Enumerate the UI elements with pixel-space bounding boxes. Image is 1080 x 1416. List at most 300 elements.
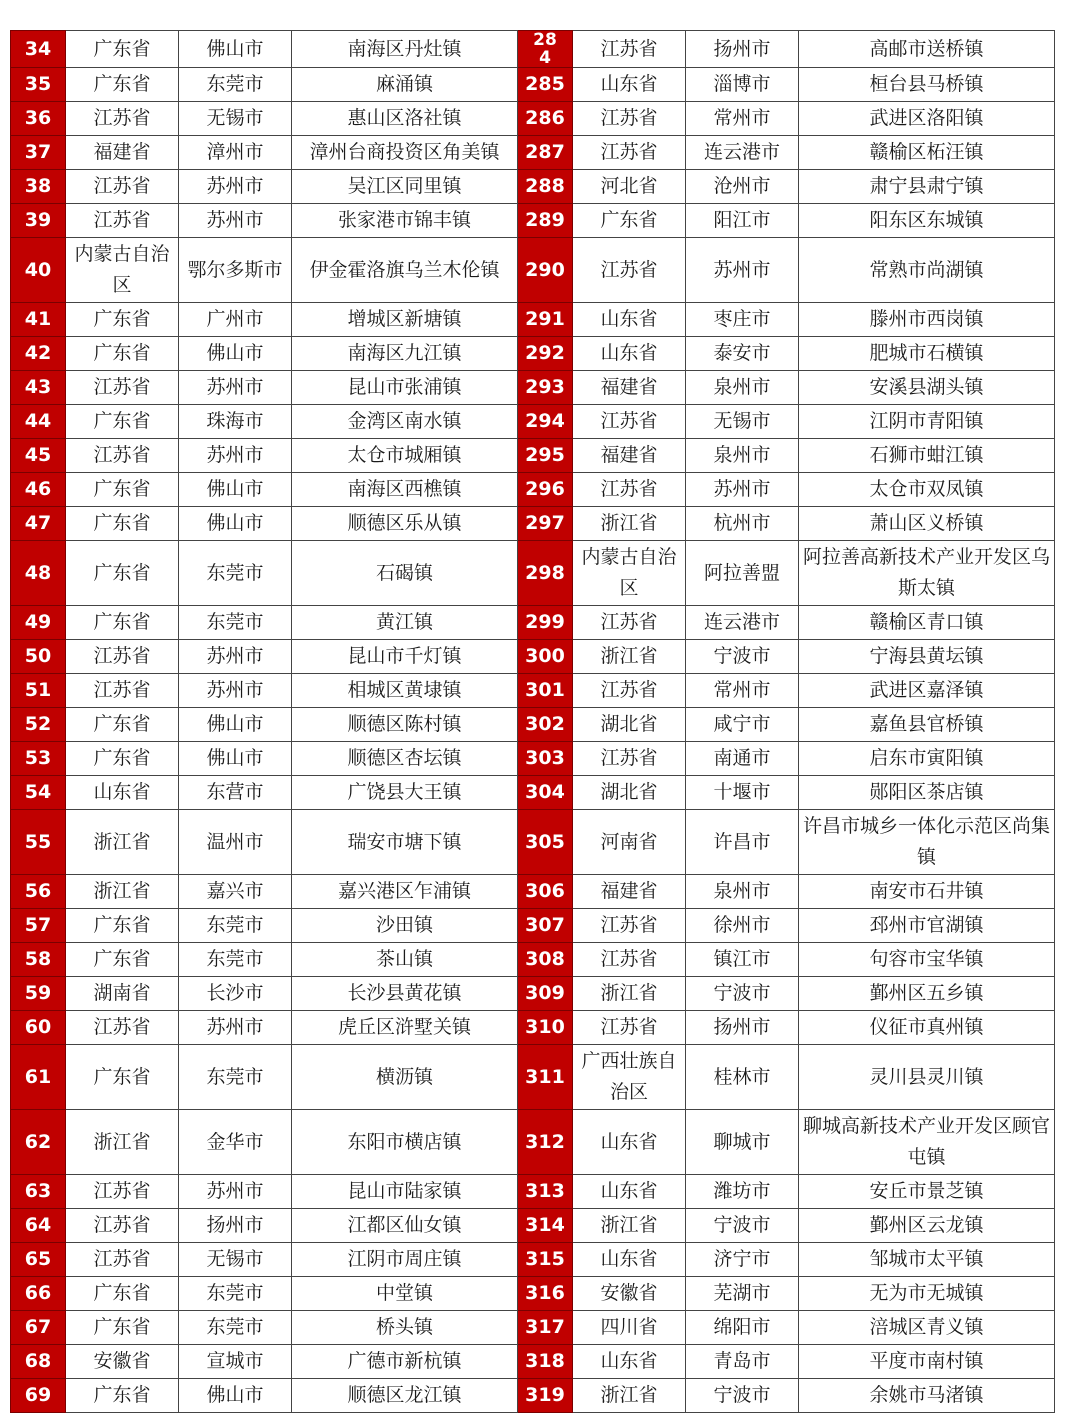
province-cell: 浙江省 (66, 1110, 179, 1175)
town-cell: 黄江镇 (292, 606, 518, 640)
city-cell: 嘉兴市 (179, 875, 292, 909)
city-cell: 苏州市 (179, 1011, 292, 1045)
city-cell: 佛山市 (179, 708, 292, 742)
city-cell: 宁波市 (686, 640, 799, 674)
town-cell: 顺德区龙江镇 (292, 1379, 518, 1413)
province-cell: 福建省 (66, 136, 179, 170)
rank-number: 55 (11, 810, 66, 875)
table-row (11, 439, 1055, 473)
rank-number: 38 (11, 170, 66, 204)
table-row (11, 1311, 1055, 1345)
town-cell: 萧山区义桥镇 (799, 507, 1055, 541)
rank-number: 294 (518, 405, 573, 439)
province-cell: 江苏省 (573, 1011, 686, 1045)
town-cell: 昆山市陆家镇 (292, 1175, 518, 1209)
town-cell: 仪征市真州镇 (799, 1011, 1055, 1045)
rank-number: 298 (518, 541, 573, 606)
table-row (11, 606, 1055, 640)
province-cell: 浙江省 (573, 1209, 686, 1243)
province-cell: 江苏省 (573, 238, 686, 303)
town-cell: 肃宁县肃宁镇 (799, 170, 1055, 204)
city-cell: 东营市 (179, 776, 292, 810)
province-cell: 浙江省 (573, 1379, 686, 1413)
town-cell: 安丘市景芝镇 (799, 1175, 1055, 1209)
province-cell: 江苏省 (573, 31, 686, 68)
table-row (11, 909, 1055, 943)
rank-number: 295 (518, 439, 573, 473)
rank-number: 43 (11, 371, 66, 405)
city-cell: 东莞市 (179, 68, 292, 102)
city-cell: 淄博市 (686, 68, 799, 102)
town-cell: 许昌市城乡一体化示范区尚集镇 (799, 810, 1055, 875)
province-cell: 浙江省 (573, 640, 686, 674)
city-cell: 东莞市 (179, 1045, 292, 1110)
province-cell: 广东省 (66, 303, 179, 337)
city-cell: 桂林市 (686, 1045, 799, 1110)
table-row (11, 776, 1055, 810)
province-cell: 江苏省 (66, 1209, 179, 1243)
town-cell: 邳州市官湖镇 (799, 909, 1055, 943)
city-cell: 绵阳市 (686, 1311, 799, 1345)
city-cell: 潍坊市 (686, 1175, 799, 1209)
province-cell: 河南省 (573, 810, 686, 875)
rank-number: 60 (11, 1011, 66, 1045)
province-cell: 福建省 (573, 371, 686, 405)
rank-number: 288 (518, 170, 573, 204)
province-cell: 广东省 (66, 405, 179, 439)
town-cell: 聊城高新技术产业开发区顾官屯镇 (799, 1110, 1055, 1175)
town-cell: 嘉兴港区乍浦镇 (292, 875, 518, 909)
province-cell: 广东省 (66, 541, 179, 606)
table-row (11, 303, 1055, 337)
town-cell: 张家港市锦丰镇 (292, 204, 518, 238)
rank-number: 58 (11, 943, 66, 977)
town-cell: 吴江区同里镇 (292, 170, 518, 204)
province-cell: 江苏省 (573, 742, 686, 776)
rank-number: 44 (11, 405, 66, 439)
rank-number: 285 (518, 68, 573, 102)
province-cell: 江苏省 (66, 204, 179, 238)
rank-number: 47 (11, 507, 66, 541)
rank-number: 297 (518, 507, 573, 541)
city-cell: 东莞市 (179, 909, 292, 943)
town-cell: 茶山镇 (292, 943, 518, 977)
rank-number: 53 (11, 742, 66, 776)
province-cell: 广东省 (66, 909, 179, 943)
rank-number: 316 (518, 1277, 573, 1311)
province-cell: 广东省 (66, 943, 179, 977)
province-cell: 江苏省 (573, 909, 686, 943)
province-cell: 江苏省 (66, 170, 179, 204)
rank-number: 313 (518, 1175, 573, 1209)
province-cell: 福建省 (573, 439, 686, 473)
province-cell: 广东省 (66, 708, 179, 742)
province-cell: 江苏省 (66, 1011, 179, 1045)
province-cell: 江苏省 (66, 1175, 179, 1209)
province-cell: 江苏省 (66, 371, 179, 405)
town-cell: 中堂镇 (292, 1277, 518, 1311)
city-cell: 长沙市 (179, 977, 292, 1011)
table-row (11, 943, 1055, 977)
rank-number: 50 (11, 640, 66, 674)
city-cell: 咸宁市 (686, 708, 799, 742)
table-row (11, 102, 1055, 136)
table-row (11, 708, 1055, 742)
city-cell: 苏州市 (179, 640, 292, 674)
table-row (11, 1110, 1055, 1175)
province-cell: 广东省 (66, 31, 179, 68)
town-cell: 东阳市横店镇 (292, 1110, 518, 1175)
province-cell: 安徽省 (66, 1345, 179, 1379)
table-row (11, 31, 1055, 68)
rank-number: 54 (11, 776, 66, 810)
town-cell: 顺德区陈村镇 (292, 708, 518, 742)
rank-number: 299 (518, 606, 573, 640)
rank-number: 312 (518, 1110, 573, 1175)
town-cell: 石碣镇 (292, 541, 518, 606)
town-cell: 无为市无城镇 (799, 1277, 1055, 1311)
rank-number: 308 (518, 943, 573, 977)
town-cell: 石狮市蚶江镇 (799, 439, 1055, 473)
city-cell: 苏州市 (179, 371, 292, 405)
city-cell: 珠海市 (179, 405, 292, 439)
province-cell: 江苏省 (66, 102, 179, 136)
town-cell: 惠山区洛社镇 (292, 102, 518, 136)
rank-number: 303 (518, 742, 573, 776)
city-cell: 泉州市 (686, 371, 799, 405)
city-cell: 宁波市 (686, 977, 799, 1011)
rank-number: 46 (11, 473, 66, 507)
city-cell: 泰安市 (686, 337, 799, 371)
rank-number: 290 (518, 238, 573, 303)
rank-number: 28 4 (518, 31, 573, 68)
province-cell: 广东省 (573, 204, 686, 238)
town-cell: 滕州市西岗镇 (799, 303, 1055, 337)
province-cell: 广东省 (66, 742, 179, 776)
town-cell: 太仓市双凤镇 (799, 473, 1055, 507)
rank-number: 293 (518, 371, 573, 405)
town-ranking-table (10, 30, 1055, 1413)
rank-number: 40 (11, 238, 66, 303)
province-cell: 湖南省 (66, 977, 179, 1011)
rank-number: 317 (518, 1311, 573, 1345)
rank-number: 301 (518, 674, 573, 708)
city-cell: 沧州市 (686, 170, 799, 204)
rank-number: 305 (518, 810, 573, 875)
town-cell: 肥城市石横镇 (799, 337, 1055, 371)
town-cell: 桓台县马桥镇 (799, 68, 1055, 102)
province-cell: 山东省 (573, 303, 686, 337)
table-row (11, 204, 1055, 238)
rank-number: 37 (11, 136, 66, 170)
province-cell: 广东省 (66, 1379, 179, 1413)
city-cell: 东莞市 (179, 1311, 292, 1345)
province-cell: 山东省 (573, 337, 686, 371)
table-row (11, 1379, 1055, 1413)
province-cell: 河北省 (573, 170, 686, 204)
rank-number: 52 (11, 708, 66, 742)
city-cell: 泉州市 (686, 439, 799, 473)
city-cell: 杭州市 (686, 507, 799, 541)
province-cell: 内蒙古自治区 (573, 541, 686, 606)
rank-number: 35 (11, 68, 66, 102)
city-cell: 十堰市 (686, 776, 799, 810)
town-cell: 南海区西樵镇 (292, 473, 518, 507)
rank-number: 315 (518, 1243, 573, 1277)
town-cell: 江阴市周庄镇 (292, 1243, 518, 1277)
table-row (11, 473, 1055, 507)
province-cell: 湖北省 (573, 776, 686, 810)
rank-number: 309 (518, 977, 573, 1011)
city-cell: 常州市 (686, 102, 799, 136)
town-cell: 长沙县黄花镇 (292, 977, 518, 1011)
province-cell: 广东省 (66, 507, 179, 541)
town-cell: 金湾区南水镇 (292, 405, 518, 439)
province-cell: 广东省 (66, 1311, 179, 1345)
table-row (11, 1209, 1055, 1243)
rank-number: 61 (11, 1045, 66, 1110)
town-cell: 桥头镇 (292, 1311, 518, 1345)
town-cell: 武进区嘉泽镇 (799, 674, 1055, 708)
rank-number: 68 (11, 1345, 66, 1379)
rank-number: 300 (518, 640, 573, 674)
province-cell: 内蒙古自治区 (66, 238, 179, 303)
town-cell: 阳东区东城镇 (799, 204, 1055, 238)
city-cell: 济宁市 (686, 1243, 799, 1277)
city-cell: 阿拉善盟 (686, 541, 799, 606)
city-cell: 东莞市 (179, 943, 292, 977)
town-cell: 太仓市城厢镇 (292, 439, 518, 473)
town-cell: 瑞安市塘下镇 (292, 810, 518, 875)
rank-number: 41 (11, 303, 66, 337)
province-cell: 山东省 (573, 1345, 686, 1379)
rank-number: 62 (11, 1110, 66, 1175)
town-cell: 鄞州区云龙镇 (799, 1209, 1055, 1243)
rank-number: 310 (518, 1011, 573, 1045)
city-cell: 镇江市 (686, 943, 799, 977)
table-row (11, 170, 1055, 204)
city-cell: 徐州市 (686, 909, 799, 943)
rank-number: 39 (11, 204, 66, 238)
town-cell: 句容市宝华镇 (799, 943, 1055, 977)
town-cell: 邹城市太平镇 (799, 1243, 1055, 1277)
province-cell: 浙江省 (573, 507, 686, 541)
province-cell: 广东省 (66, 473, 179, 507)
city-cell: 无锡市 (179, 1243, 292, 1277)
town-cell: 高邮市送桥镇 (799, 31, 1055, 68)
town-cell: 赣榆区青口镇 (799, 606, 1055, 640)
town-cell: 武进区洛阳镇 (799, 102, 1055, 136)
town-cell: 麻涌镇 (292, 68, 518, 102)
town-cell: 平度市南村镇 (799, 1345, 1055, 1379)
town-cell: 宁海县黄坛镇 (799, 640, 1055, 674)
city-cell: 宁波市 (686, 1379, 799, 1413)
rank-number: 42 (11, 337, 66, 371)
table-row (11, 238, 1055, 303)
province-cell: 江苏省 (66, 640, 179, 674)
city-cell: 东莞市 (179, 541, 292, 606)
province-cell: 江苏省 (573, 405, 686, 439)
table-row (11, 977, 1055, 1011)
table-row (11, 810, 1055, 875)
rank-number: 56 (11, 875, 66, 909)
rank-number: 69 (11, 1379, 66, 1413)
rank-number: 287 (518, 136, 573, 170)
rank-number: 319 (518, 1379, 573, 1413)
town-cell: 增城区新塘镇 (292, 303, 518, 337)
province-cell: 江苏省 (66, 1243, 179, 1277)
province-cell: 福建省 (573, 875, 686, 909)
table-row (11, 371, 1055, 405)
table-row (11, 507, 1055, 541)
city-cell: 阳江市 (686, 204, 799, 238)
city-cell: 漳州市 (179, 136, 292, 170)
rank-number: 64 (11, 1209, 66, 1243)
town-cell: 江阴市青阳镇 (799, 405, 1055, 439)
city-cell: 无锡市 (686, 405, 799, 439)
town-cell: 启东市寅阳镇 (799, 742, 1055, 776)
table-row (11, 1345, 1055, 1379)
town-cell: 南海区丹灶镇 (292, 31, 518, 68)
city-cell: 佛山市 (179, 337, 292, 371)
city-cell: 苏州市 (179, 674, 292, 708)
town-cell: 南海区九江镇 (292, 337, 518, 371)
town-cell: 赣榆区柘汪镇 (799, 136, 1055, 170)
table-row (11, 405, 1055, 439)
rank-number: 57 (11, 909, 66, 943)
city-cell: 佛山市 (179, 1379, 292, 1413)
province-cell: 广西壮族自治区 (573, 1045, 686, 1110)
rank-number: 34 (11, 31, 66, 68)
table-row (11, 742, 1055, 776)
town-cell: 郧阳区茶店镇 (799, 776, 1055, 810)
city-cell: 苏州市 (686, 238, 799, 303)
city-cell: 苏州市 (179, 439, 292, 473)
city-cell: 佛山市 (179, 742, 292, 776)
city-cell: 南通市 (686, 742, 799, 776)
city-cell: 扬州市 (686, 1011, 799, 1045)
rank-number: 311 (518, 1045, 573, 1110)
city-cell: 青岛市 (686, 1345, 799, 1379)
rank-number: 302 (518, 708, 573, 742)
city-cell: 广州市 (179, 303, 292, 337)
city-cell: 连云港市 (686, 606, 799, 640)
province-cell: 山东省 (573, 1110, 686, 1175)
province-cell: 安徽省 (573, 1277, 686, 1311)
city-cell: 芜湖市 (686, 1277, 799, 1311)
city-cell: 扬州市 (686, 31, 799, 68)
town-cell: 安溪县湖头镇 (799, 371, 1055, 405)
town-cell: 广德市新杭镇 (292, 1345, 518, 1379)
table-row (11, 541, 1055, 606)
province-cell: 山东省 (573, 1175, 686, 1209)
table-body (11, 31, 1055, 1413)
town-cell: 漳州台商投资区角美镇 (292, 136, 518, 170)
province-cell: 山东省 (573, 1243, 686, 1277)
rank-number: 304 (518, 776, 573, 810)
province-cell: 浙江省 (66, 810, 179, 875)
province-cell: 江苏省 (573, 674, 686, 708)
rank-number: 36 (11, 102, 66, 136)
town-cell: 昆山市千灯镇 (292, 640, 518, 674)
city-cell: 佛山市 (179, 473, 292, 507)
province-cell: 江苏省 (573, 943, 686, 977)
rank-number: 318 (518, 1345, 573, 1379)
table-row (11, 640, 1055, 674)
rank-number: 65 (11, 1243, 66, 1277)
table-row (11, 1243, 1055, 1277)
city-cell: 无锡市 (179, 102, 292, 136)
table-row (11, 1277, 1055, 1311)
rank-number: 314 (518, 1209, 573, 1243)
rank-number: 307 (518, 909, 573, 943)
province-cell: 广东省 (66, 68, 179, 102)
town-cell: 嘉鱼县官桥镇 (799, 708, 1055, 742)
town-cell: 鄞州区五乡镇 (799, 977, 1055, 1011)
table-row (11, 674, 1055, 708)
town-cell: 伊金霍洛旗乌兰木伦镇 (292, 238, 518, 303)
province-cell: 山东省 (573, 68, 686, 102)
province-cell: 江苏省 (66, 439, 179, 473)
town-cell: 顺德区杏坛镇 (292, 742, 518, 776)
province-cell: 江苏省 (573, 136, 686, 170)
rank-number: 48 (11, 541, 66, 606)
city-cell: 宁波市 (686, 1209, 799, 1243)
town-cell: 江都区仙女镇 (292, 1209, 518, 1243)
city-cell: 许昌市 (686, 810, 799, 875)
town-cell: 阿拉善高新技术产业开发区乌斯太镇 (799, 541, 1055, 606)
city-cell: 苏州市 (686, 473, 799, 507)
rank-number: 67 (11, 1311, 66, 1345)
city-cell: 连云港市 (686, 136, 799, 170)
city-cell: 聊城市 (686, 1110, 799, 1175)
rank-number: 306 (518, 875, 573, 909)
town-cell: 顺德区乐从镇 (292, 507, 518, 541)
city-cell: 泉州市 (686, 875, 799, 909)
province-cell: 浙江省 (66, 875, 179, 909)
city-cell: 苏州市 (179, 1175, 292, 1209)
town-cell: 余姚市马渚镇 (799, 1379, 1055, 1413)
city-cell: 金华市 (179, 1110, 292, 1175)
town-cell: 虎丘区浒墅关镇 (292, 1011, 518, 1045)
city-cell: 鄂尔多斯市 (179, 238, 292, 303)
city-cell: 东莞市 (179, 1277, 292, 1311)
province-cell: 广东省 (66, 337, 179, 371)
city-cell: 宣城市 (179, 1345, 292, 1379)
rank-number: 291 (518, 303, 573, 337)
province-cell: 江苏省 (573, 473, 686, 507)
rank-number: 63 (11, 1175, 66, 1209)
table-row (11, 875, 1055, 909)
city-cell: 常州市 (686, 674, 799, 708)
table-row (11, 337, 1055, 371)
town-cell: 常熟市尚湖镇 (799, 238, 1055, 303)
rank-number: 45 (11, 439, 66, 473)
town-cell: 涪城区青义镇 (799, 1311, 1055, 1345)
city-cell: 佛山市 (179, 507, 292, 541)
rank-number: 286 (518, 102, 573, 136)
province-cell: 四川省 (573, 1311, 686, 1345)
town-cell: 沙田镇 (292, 909, 518, 943)
city-cell: 温州市 (179, 810, 292, 875)
rank-number: 296 (518, 473, 573, 507)
table-row (11, 68, 1055, 102)
town-cell: 昆山市张浦镇 (292, 371, 518, 405)
town-cell: 灵川县灵川镇 (799, 1045, 1055, 1110)
province-cell: 江苏省 (66, 674, 179, 708)
town-cell: 广饶县大王镇 (292, 776, 518, 810)
city-cell: 东莞市 (179, 606, 292, 640)
